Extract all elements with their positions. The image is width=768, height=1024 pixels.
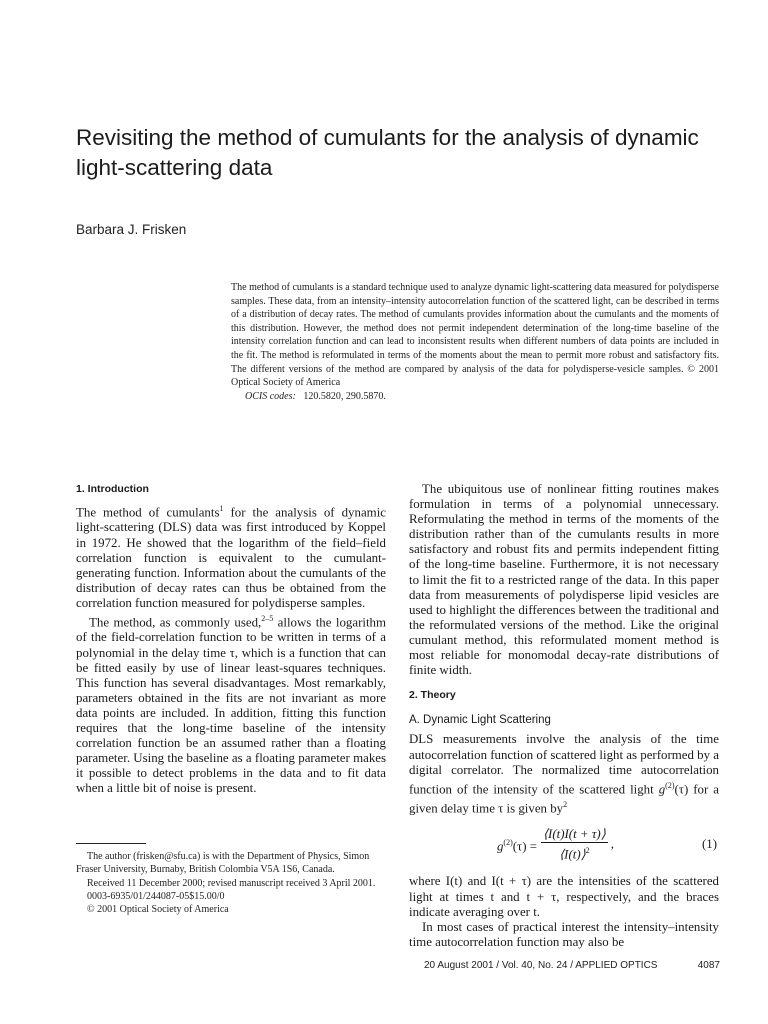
equation-1 (409, 826, 719, 862)
citation-ref: 2 (563, 800, 568, 810)
theory-p1-text-a: DLS measurements involve the analysis of the time autocorrelation function of scattered light as performed by a digital correlator. The normalized time autocorrelation function of the intensity of the scattered light (409, 732, 719, 796)
equation-number: (1) (701, 836, 717, 851)
right-column (409, 482, 719, 950)
equation-fraction (541, 827, 608, 862)
ocis-values: 120.5820, 290.5870. (303, 390, 386, 402)
footnote-received: Received 11 December 2000; revised manuscript received 3 April 2001. (87, 877, 376, 889)
equation-lhs (497, 835, 537, 854)
eq-denominator-exp: 2 (585, 845, 590, 855)
footnote-divider (76, 843, 146, 844)
eq-superscript: (2) (503, 837, 513, 847)
article-title: Revisiting the method of cumulants for the analysis of dynamic light-scattering data (76, 125, 699, 180)
theory-paragraph-1 (409, 732, 719, 816)
citation-ref: 1 (219, 504, 224, 514)
journal-info: 20 August 2001 / Vol. 40, No. 24 / APPLIED OPTICS (424, 960, 658, 971)
left-column (76, 482, 386, 796)
eq-numerator: ⟨I(t)I(t + τ)⟩ (541, 827, 608, 843)
abstract-text: The method of cumulants is a standard technique used to analyze dynamic light-scattering data measured for polydisperse samples. These data, from an intensity–intensity autocorrelation function of the scattered light, can be described in terms of a distribution of decay rates. The method of cumulants provides information about the cumulants and the moments of this distribution. However, the method does not permit independent determination of the long-time baseline of the intensity correlation function and can lead to inconsistent results when different numbers of data points are included in the fit. The method is reformulated in terms of the moments about the mean to permit more robust and satisfactory fits. The different versions of the method are compared by analysis of the data for polydisperse-vesicle samples. © 2001 Optical Society of America (231, 282, 719, 389)
intro-paragraph-3: The ubiquitous use of nonlinear fitting routines makes formulation in terms of a polynomial unnecessary. Reformulating the method in terms of the moments of the distribution rather than of the cumulants results in more satisfactory and robust fits and permits independent fitting of the long-time baseline. Furthermore, it is not necessary to limit the fit to a restricted range of the data. In this paper data from measurements of polydisperse lipid vesicles are used to highlight the differences between the traditional and the reformulated versions of the method. Like the original cumulant method, this reformulated moment method is most reliable for monomodal decay-rate distributions of finite width. (409, 482, 719, 678)
superscript: (2) (665, 780, 675, 790)
eq-denominator-text: ⟨I(t)⟩ (559, 847, 586, 862)
equation-body (409, 827, 702, 862)
theory-paragraph-3: In most cases of practical interest the intensity–intensity time autocorrelation function may also be (409, 919, 719, 949)
footnote-code: 0003-6935/01/244087-05$15.00/0 (87, 890, 225, 902)
intro-p2-text-a: The method, as commonly used, (89, 615, 262, 630)
eq-argument: (τ) = (512, 839, 538, 854)
page-number: 4087 (697, 960, 720, 971)
section-heading-introduction: 1. Introduction (76, 483, 149, 495)
intro-p1-text-a: The method of cumulants (76, 505, 220, 520)
ocis-label: OCIS codes: (245, 390, 296, 402)
section-heading-theory: 2. Theory (409, 689, 456, 702)
page-footer (424, 960, 720, 971)
footnote-copyright: © 2001 Optical Society of America (87, 904, 229, 916)
symbol-g: g (658, 781, 666, 796)
footnote-affiliation: The author (frisken@sfu.ca) is with the Department of Physics, Simon Fraser University, Burnaby, British Colombia V5A 1S6, Canada. (76, 851, 370, 876)
footnote (76, 850, 386, 916)
intro-p1-text-b: for the analysis of dynamic light-scattering (DLS) data was first introduced by Koppel in 1972. He showed that the logarithm of the field–field correlation function is equivalent to the cumulant-generating function. Information about the cumulants of the distribution of decay rates can thus be obtained from the correlation function measured for polydisperse samples. (76, 505, 386, 610)
eq-denominator (559, 843, 590, 862)
theory-p1-text-b: (τ) for a given delay time τ is given by (409, 781, 719, 816)
eq-comma: , (610, 836, 614, 851)
intro-p2-text-b: allows the logarithm of the field-correlation function to be written in terms of a polynomial in the delay time τ, which is a function that can be fitted easily by use of linear least-squares techniques. This function has several disadvantages. Most remarkably, parameters obtained in the fits are not invariant as more data points are included. In addition, fitting this function requires that the long-time baseline of the intensity correlation function be an assumed rather than a floating parameter. Using the baseline as a floating parameter makes it possible to detect problems in the data and to fit data when a little bit of noise is present. (76, 615, 386, 796)
intro-paragraph-2 (76, 611, 386, 796)
citation-ref: 2–5 (261, 614, 274, 624)
ocis-codes (231, 390, 719, 404)
intro-paragraph-1 (76, 501, 386, 611)
subsection-heading-dls: A. Dynamic Light Scattering (409, 714, 551, 727)
theory-paragraph-2: where I(t) and I(t + τ) are the intensities of the scattered light at times t and t + τ, respectively, and the braces indicate averaging over t. (409, 874, 719, 919)
eq-symbol-g: g (496, 839, 504, 854)
abstract (231, 281, 719, 403)
author-name: Barbara J. Frisken (76, 222, 187, 237)
